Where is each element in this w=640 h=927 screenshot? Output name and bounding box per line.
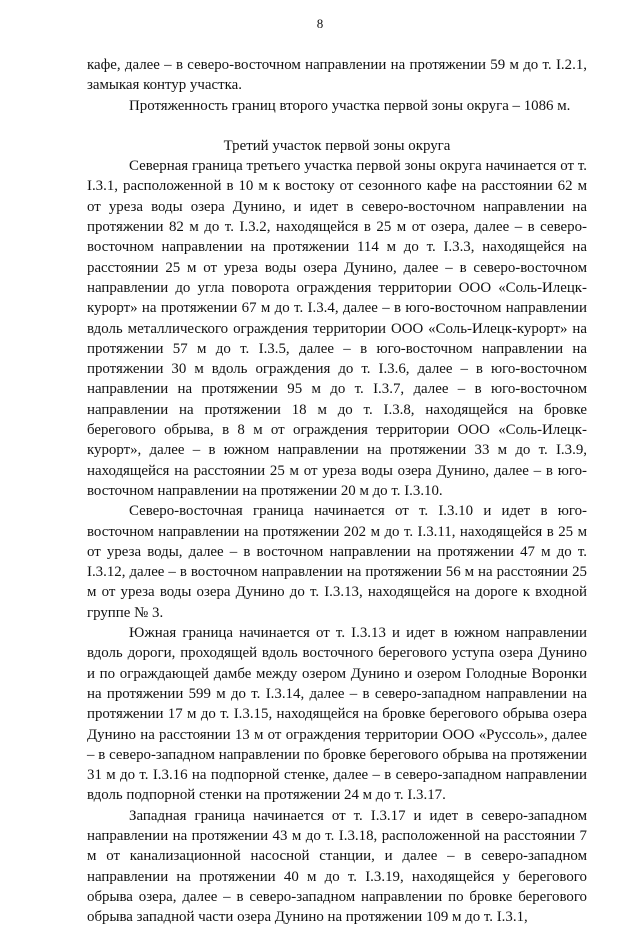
paragraph-south-boundary: Южная граница начинается от т. I.3.13 и идет в южном направлении вдоль дороги, проходящей вдоль восточного берегового уступа озера Дунино и по ограждающей дамбе между озером Дунино и озером Голодные Воронки на протяжении 599 м до т. I.3.14, далее – в северо-западном направлении на протяжении 17 м до т. I.3.15, находящейся на бровке берегового обрыва озера Дунино на расстоянии 13 м от ограждения территории ООО «Руссоль», далее – в северо-западном направлении по бровке берегового обрыва на протяжении 31 м до т. I.3.16 на подпорной стенке, далее – в северо-западном направлении вдоль подпорной стенки на протяжении 24 м до т. I.3.17.	[87, 625, 587, 804]
section-heading: Третий участок первой зоны округа	[223, 137, 451, 154]
page-number: 8	[316, 16, 324, 31]
paragraph-west-boundary: Западная граница начинается от т. I.3.17 и идет в северо-западном направлении на протяжении 43 м до т. I.3.18, расположенной на расстоянии 7 м от канализационной насосной станции, и далее – в северо-западном направлении на протяжении 40 м до т. I.3.19, находящейся у берегового обрыва озера, далее – в северо-западном направлении по бровке берегового обрыва западной части озера Дунино на протяжении 109 м до т. I.3.1,	[87, 807, 587, 926]
paragraph-north-boundary: Северная граница третьего участка первой зоны округа начинается от т. I.3.1, расположенной в 10 м к востоку от сезонного кафе на расстоянии 62 м от уреза воды озера Дунино, и идет в северо-восточном направлении на протяжении 82 м до т. I.3.2, находящейся в 25 м от озера, далее – в северо-восточном направлении на протяжении 114 м до т. I.3.3, находящейся на расстоянии 25 м от уреза воды озера Дунино, далее – в северо-восточном направлении до угла поворота ограждения территории ООО «Соль-Илецк-курорт» на протяжении 67 м до т. I.3.4, далее – в юго-восточном направлении вдоль металлического ограждения территории ООО «Соль-Илецк-курорт» на протяжении 57 м до т. I.3.5, далее – в юго-восточном направлении на протяжении 30 м вдоль ограждения до т. I.3.6, далее – в юго-восточном направлении на протяжении 95 м до т. I.3.7, далее – в юго-восточном направлении на протяжении 18 м до т. I.3.8, находящейся на бровке берегового обрыва, в 8 м от ограждения территории ООО «Соль-Илецк-курорт», далее – в южном направлении на протяжении 33 м до т. I.3.9, находящейся на расстоянии 25 м от уреза воды озера Дунино, далее – в юго-восточном направлении на протяжении 20 м до т. I.3.10.	[87, 158, 587, 499]
paragraph-total-length: Протяженность границ второго участка первой зоны округа – 1086 м.	[129, 97, 571, 114]
paragraph-continuation: кафе, далее – в северо-восточном направлении на протяжении 59 м до т. I.2.1, замыкая контур участка.	[87, 57, 587, 94]
document-body	[87, 55, 587, 927]
paragraph-northeast-boundary: Северо-восточная граница начинается от т. I.3.10 и идет в юго-восточном направлении на протяжении 202 м до т. I.3.11, находящейся в 25 м от уреза воды, далее – в восточном направлении на протяжении 47 м до т. I.3.12, далее – в восточном направлении на протяжении 56 м на расстоянии 25 м от уреза воды озера Дунино до т. I.3.13, находящейся на дороге к входной группе № 3.	[87, 503, 587, 621]
